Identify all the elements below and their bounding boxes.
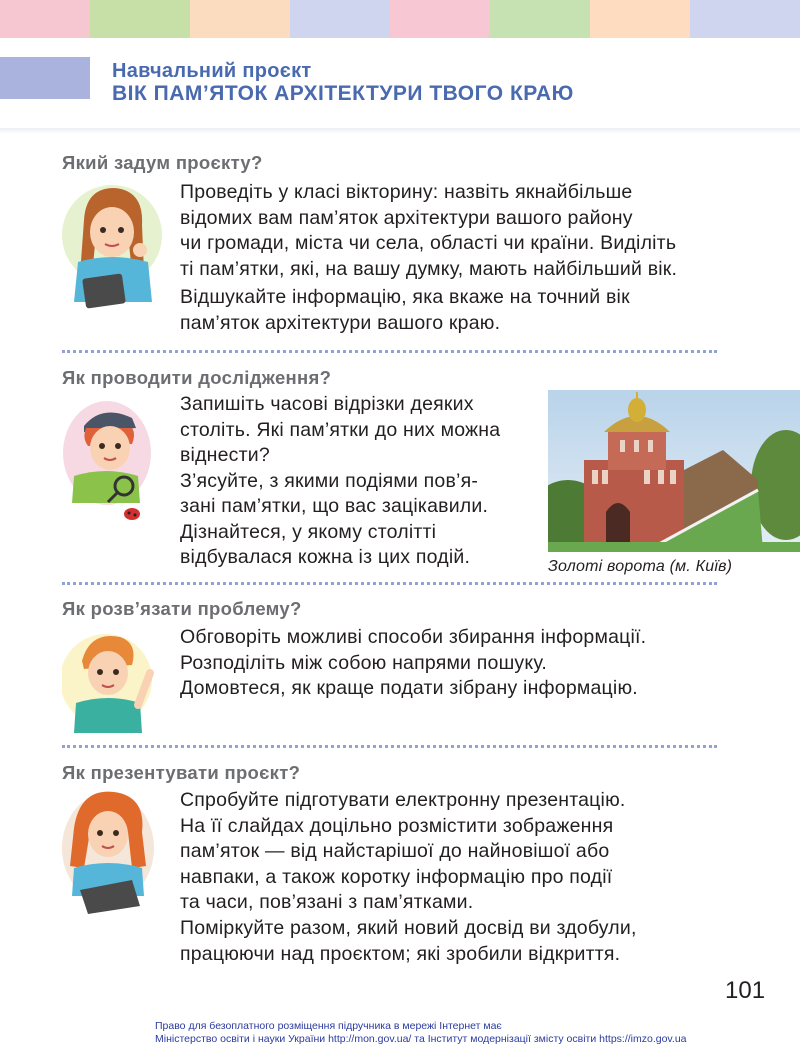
dotted-divider [62, 582, 717, 585]
text-line: На її слайдах доцільно розмістити зображення [180, 814, 614, 837]
section-research-paragraph [180, 392, 500, 571]
page-number: 101 [725, 977, 766, 1004]
text-line: пам’яток — від найстарішої до найновішої або [180, 840, 610, 862]
text-line: З’ясуйте, з якими подіями пов’я- [180, 469, 479, 492]
photo-caption: Золоті ворота (м. Київ) [548, 558, 733, 575]
boy-pointing-icon [62, 625, 162, 740]
text-line: Дізнайтеся, у якому столітті [180, 520, 437, 543]
text-line: Поміркуйте разом, який новий досвід ви здобули, [180, 917, 637, 939]
text-line: Домовтеся, як краще подати зібрану інформацію. [180, 677, 638, 699]
section-heading-research: Як проводити дослідження? [62, 367, 332, 388]
text-line: відбувалася кожна із цих подій. [180, 546, 471, 568]
golden-gate-photo [548, 390, 800, 552]
text-line: Обговоріть можливі способи збирання інформації. [180, 626, 647, 648]
text-line: Відшукайте інформацію, яка вкаже на точний вік [180, 286, 630, 308]
text-line: навпаки, а також коротку інформацію про події [180, 865, 613, 888]
header-title: ВІК ПАМ’ЯТОК АРХІТЕКТУРИ ТВОГО КРАЮ [112, 82, 574, 105]
text-line: Проведіть у класі вікторину: назвіть якнайбільше [180, 181, 633, 203]
text-line: віднести? [180, 444, 270, 466]
header-divider [0, 128, 800, 134]
header-accent-bar [0, 57, 90, 99]
text-line: працюючи над проєктом; які зробили відкриття. [180, 942, 621, 965]
text-line: пам’яток архітектури вашого краю. [180, 311, 501, 334]
text-line: Спробуйте підготувати електронну презентацію. [180, 789, 626, 811]
section-heading-problem: Як розв’язати проблему? [62, 598, 302, 619]
text-line: Запишіть часові відрізки деяких [180, 393, 474, 415]
text-line: століть. Які пам’ятки до них можна [180, 418, 501, 441]
dotted-divider [62, 350, 717, 353]
girl-with-laptop-icon [60, 788, 160, 923]
color-stripe-segment [290, 0, 390, 38]
color-stripe-segment [390, 0, 490, 38]
section-presentation-paragraph-1 [180, 788, 626, 916]
text-line: Розподіліть між собою напрями пошуку. [180, 651, 547, 674]
text-line: зані пам’ятки, що вас зацікавили. [180, 495, 489, 517]
section-heading-presentation: Як презентувати проєкт? [62, 762, 301, 783]
dotted-divider [62, 745, 717, 748]
text-line: чи громади, міста чи села, області чи країни. Виділіть [180, 232, 677, 254]
footer-line-2: Міністерство освіти і науки України http://mon.gov.ua/ та Інститут модернізації змісту освіти https://imzo.gov.ua [155, 1033, 687, 1045]
color-stripe-segment [590, 0, 690, 38]
section-idea-paragraph-2 [180, 285, 630, 336]
section-presentation-paragraph-2 [180, 916, 637, 967]
footer-line-1: Право для безоплатного розміщення підручника в мережі Інтернет має [155, 1020, 502, 1032]
girl-with-tablet-icon [62, 180, 172, 325]
color-stripe-segment [190, 0, 290, 38]
section-heading-idea: Який задум проєкту? [62, 152, 263, 173]
text-line: та часи, пов’язані з пам’ятками. [180, 891, 474, 913]
text-line: ті пам’ятки, які, на вашу думку, мають найбільший вік. [180, 257, 678, 280]
header-subtitle: Навчальний проєкт [112, 60, 312, 82]
boy-with-magnifier-icon [62, 398, 157, 533]
color-stripe-segment [0, 0, 90, 38]
color-stripe [0, 0, 800, 38]
section-problem-paragraph [180, 625, 646, 702]
color-stripe-segment [690, 0, 800, 38]
text-line: відомих вам пам’яток архітектури вашого району [180, 206, 633, 229]
color-stripe-segment [90, 0, 190, 38]
color-stripe-segment [490, 0, 590, 38]
section-idea-paragraph-1 [180, 180, 677, 282]
